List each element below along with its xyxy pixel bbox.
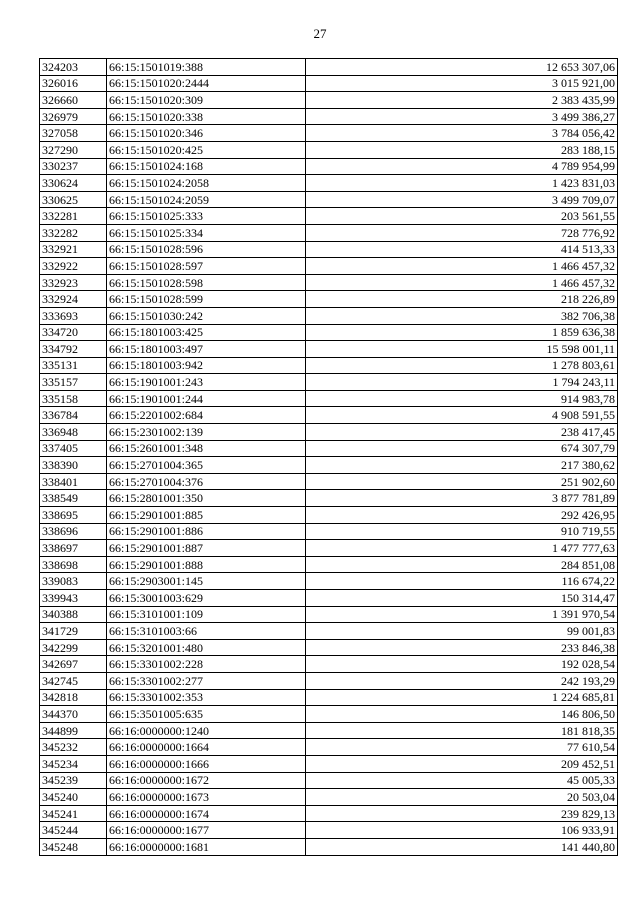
cadastral-number-cell: 66:16:0000000:1673 [107,789,306,806]
object-id-cell: 332281 [40,208,107,225]
table-row [40,706,618,723]
cadastral-value-cell: 15 598 001,11 [306,341,618,358]
table-row [40,191,618,208]
object-id-cell: 332924 [40,291,107,308]
table-row [40,158,618,175]
cadastral-value-cell: 12 653 307,06 [306,59,618,76]
cadastral-value-cell: 728 776,92 [306,224,618,241]
cadastral-value-cell: 20 503,04 [306,789,618,806]
table-row [40,838,618,855]
cadastral-value-cell: 233 846,38 [306,639,618,656]
cadastral-number-cell: 66:16:0000000:1240 [107,722,306,739]
page-number: 27 [313,26,327,41]
cadastral-value-cell: 116 674,22 [306,573,618,590]
object-id-cell: 345239 [40,772,107,789]
cadastral-number-cell: 66:15:2901001:887 [107,540,306,557]
object-id-cell: 345248 [40,838,107,855]
table-row [40,789,618,806]
cadastral-value-cell: 1 391 970,54 [306,606,618,623]
table-row [40,606,618,623]
table-row [40,672,618,689]
cadastral-number-cell: 66:15:1901001:243 [107,374,306,391]
table-row [40,307,618,324]
object-id-cell: 344370 [40,706,107,723]
object-id-cell: 338698 [40,556,107,573]
table-row [40,556,618,573]
table-row [40,108,618,125]
cadastral-value-cell: 283 188,15 [306,141,618,158]
object-id-cell: 344899 [40,722,107,739]
cadastral-value-cell: 414 513,33 [306,241,618,258]
table-row [40,739,618,756]
object-id-cell: 332282 [40,224,107,241]
cadastral-value-cell: 181 818,35 [306,722,618,739]
object-id-cell: 338390 [40,457,107,474]
table-row [40,390,618,407]
table-row [40,92,618,109]
cadastral-value-cell: 910 719,55 [306,523,618,540]
object-id-cell: 345234 [40,755,107,772]
cadastral-number-cell: 66:16:0000000:1677 [107,822,306,839]
table-row [40,407,618,424]
records-table-body [40,59,618,856]
cadastral-number-cell: 66:15:1501020:309 [107,92,306,109]
table-row [40,473,618,490]
table-row [40,374,618,391]
cadastral-number-cell: 66:15:1801003:942 [107,357,306,374]
cadastral-number-cell: 66:15:1501030:242 [107,307,306,324]
table-row [40,590,618,607]
cadastral-value-cell: 1 466 457,32 [306,274,618,291]
table-row [40,224,618,241]
object-id-cell: 327290 [40,141,107,158]
cadastral-value-cell: 239 829,13 [306,805,618,822]
cadastral-number-cell: 66:15:2903001:145 [107,573,306,590]
table-row [40,722,618,739]
cadastral-number-cell: 66:15:1501020:2444 [107,75,306,92]
table-row [40,59,618,76]
object-id-cell: 345232 [40,739,107,756]
table-row [40,656,618,673]
cadastral-value-cell: 1 859 636,38 [306,324,618,341]
cadastral-value-cell: 150 314,47 [306,590,618,607]
cadastral-value-cell: 141 440,80 [306,838,618,855]
cadastral-value-cell: 3 877 781,89 [306,490,618,507]
cadastral-number-cell: 66:15:1501019:388 [107,59,306,76]
cadastral-number-cell: 66:16:0000000:1672 [107,772,306,789]
cadastral-value-cell: 192 028,54 [306,656,618,673]
table-row [40,291,618,308]
object-id-cell: 327058 [40,125,107,142]
cadastral-value-cell: 203 561,55 [306,208,618,225]
cadastral-number-cell: 66:15:1801003:425 [107,324,306,341]
cadastral-number-cell: 66:15:3101003:66 [107,623,306,640]
cadastral-number-cell: 66:15:1501028:597 [107,258,306,275]
object-id-cell: 340388 [40,606,107,623]
cadastral-number-cell: 66:16:0000000:1664 [107,739,306,756]
object-id-cell: 326660 [40,92,107,109]
object-id-cell: 342299 [40,639,107,656]
object-id-cell: 334720 [40,324,107,341]
cadastral-number-cell: 66:15:3301002:277 [107,672,306,689]
cadastral-number-cell: 66:15:1501028:596 [107,241,306,258]
cadastral-value-cell: 3 784 056,42 [306,125,618,142]
object-id-cell: 330237 [40,158,107,175]
object-id-cell: 338549 [40,490,107,507]
cadastral-number-cell: 66:15:1501028:599 [107,291,306,308]
cadastral-number-cell: 66:15:2701004:365 [107,457,306,474]
cadastral-number-cell: 66:15:1501025:334 [107,224,306,241]
object-id-cell: 339943 [40,590,107,607]
object-id-cell: 334792 [40,341,107,358]
object-id-cell: 330625 [40,191,107,208]
table-row [40,141,618,158]
table-row [40,274,618,291]
object-id-cell: 336784 [40,407,107,424]
cadastral-value-cell: 3 499 709,07 [306,191,618,208]
object-id-cell: 326979 [40,108,107,125]
records-table [39,58,618,856]
object-id-cell: 335157 [40,374,107,391]
cadastral-value-cell: 4 908 591,55 [306,407,618,424]
cadastral-number-cell: 66:15:2901001:886 [107,523,306,540]
cadastral-number-cell: 66:15:3201001:480 [107,639,306,656]
cadastral-value-cell: 209 452,51 [306,755,618,772]
cadastral-number-cell: 66:15:1801003:497 [107,341,306,358]
table-row [40,424,618,441]
cadastral-number-cell: 66:15:1501024:2059 [107,191,306,208]
object-id-cell: 338697 [40,540,107,557]
object-id-cell: 339083 [40,573,107,590]
table-row [40,175,618,192]
cadastral-number-cell: 66:15:2901001:888 [107,556,306,573]
object-id-cell: 345241 [40,805,107,822]
cadastral-value-cell: 106 933,91 [306,822,618,839]
table-row [40,540,618,557]
cadastral-number-cell: 66:15:1501028:598 [107,274,306,291]
cadastral-number-cell: 66:15:2201002:684 [107,407,306,424]
cadastral-number-cell: 66:15:1501020:338 [107,108,306,125]
table-row [40,689,618,706]
object-id-cell: 337405 [40,440,107,457]
table-row [40,639,618,656]
cadastral-value-cell: 77 610,54 [306,739,618,756]
cadastral-value-cell: 1 477 777,63 [306,540,618,557]
cadastral-number-cell: 66:15:1501020:346 [107,125,306,142]
cadastral-number-cell: 66:15:1501024:2058 [107,175,306,192]
cadastral-number-cell: 66:15:2801001:350 [107,490,306,507]
cadastral-number-cell: 66:15:2301002:139 [107,424,306,441]
cadastral-value-cell: 146 806,50 [306,706,618,723]
cadastral-value-cell: 242 193,29 [306,672,618,689]
table-row [40,755,618,772]
table-row [40,258,618,275]
object-id-cell: 335131 [40,357,107,374]
cadastral-number-cell: 66:16:0000000:1681 [107,838,306,855]
cadastral-value-cell: 3 499 386,27 [306,108,618,125]
table-row [40,523,618,540]
cadastral-value-cell: 1 224 685,81 [306,689,618,706]
cadastral-number-cell: 66:15:1901001:244 [107,390,306,407]
cadastral-number-cell: 66:15:3101001:109 [107,606,306,623]
cadastral-value-cell: 238 417,45 [306,424,618,441]
table-row [40,341,618,358]
cadastral-value-cell: 1 423 831,03 [306,175,618,192]
cadastral-number-cell: 66:16:0000000:1666 [107,755,306,772]
object-id-cell: 338696 [40,523,107,540]
cadastral-value-cell: 251 902,60 [306,473,618,490]
cadastral-value-cell: 2 383 435,99 [306,92,618,109]
object-id-cell: 332923 [40,274,107,291]
cadastral-value-cell: 217 380,62 [306,457,618,474]
object-id-cell: 335158 [40,390,107,407]
object-id-cell: 324203 [40,59,107,76]
cadastral-number-cell: 66:15:2901001:885 [107,507,306,524]
table-row [40,208,618,225]
table-row [40,805,618,822]
cadastral-value-cell: 3 015 921,00 [306,75,618,92]
cadastral-value-cell: 1 278 803,61 [306,357,618,374]
cadastral-number-cell: 66:15:2701004:376 [107,473,306,490]
cadastral-value-cell: 99 001,83 [306,623,618,640]
table-row [40,772,618,789]
table-row [40,440,618,457]
cadastral-value-cell: 914 983,78 [306,390,618,407]
object-id-cell: 342818 [40,689,107,706]
cadastral-value-cell: 284 851,08 [306,556,618,573]
object-id-cell: 345240 [40,789,107,806]
object-id-cell: 342697 [40,656,107,673]
table-row [40,507,618,524]
object-id-cell: 342745 [40,672,107,689]
object-id-cell: 333693 [40,307,107,324]
cadastral-value-cell: 218 226,89 [306,291,618,308]
cadastral-number-cell: 66:15:1501020:425 [107,141,306,158]
cadastral-value-cell: 1 794 243,11 [306,374,618,391]
object-id-cell: 332921 [40,241,107,258]
object-id-cell: 326016 [40,75,107,92]
object-id-cell: 332922 [40,258,107,275]
cadastral-value-cell: 1 466 457,32 [306,258,618,275]
cadastral-number-cell: 66:15:1501024:168 [107,158,306,175]
cadastral-number-cell: 66:15:3501005:635 [107,706,306,723]
object-id-cell: 336948 [40,424,107,441]
table-row [40,623,618,640]
object-id-cell: 330624 [40,175,107,192]
cadastral-number-cell: 66:15:1501025:333 [107,208,306,225]
cadastral-value-cell: 4 789 954,99 [306,158,618,175]
cadastral-value-cell: 292 426,95 [306,507,618,524]
cadastral-value-cell: 382 706,38 [306,307,618,324]
object-id-cell: 341729 [40,623,107,640]
table-row [40,241,618,258]
cadastral-number-cell: 66:15:3301002:228 [107,656,306,673]
object-id-cell: 338695 [40,507,107,524]
table-row [40,490,618,507]
table-row [40,125,618,142]
cadastral-number-cell: 66:15:3301002:353 [107,689,306,706]
cadastral-number-cell: 66:16:0000000:1674 [107,805,306,822]
table-row [40,357,618,374]
table-row [40,573,618,590]
object-id-cell: 338401 [40,473,107,490]
cadastral-value-cell: 674 307,79 [306,440,618,457]
table-row [40,75,618,92]
object-id-cell: 345244 [40,822,107,839]
table-row [40,457,618,474]
table-row [40,324,618,341]
cadastral-value-cell: 45 005,33 [306,772,618,789]
cadastral-number-cell: 66:15:2601001:348 [107,440,306,457]
cadastral-number-cell: 66:15:3001003:629 [107,590,306,607]
table-row [40,822,618,839]
